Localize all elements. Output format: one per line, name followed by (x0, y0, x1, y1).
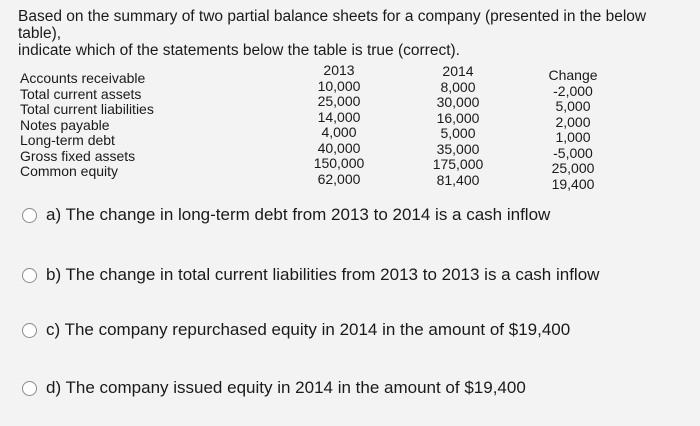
column-header-2013: 2013 (323, 62, 355, 78)
row-label-total-current-assets: Total current assets (20, 85, 142, 102)
cell-change-total-current-liabilities: 2,000 (555, 113, 591, 130)
cell-change-total-current-assets: 5,000 (555, 98, 591, 114)
question-text (18, 8, 688, 59)
cell-2014-notes-payable: 5,000 (440, 125, 476, 141)
option-d[interactable] (22, 378, 526, 398)
cell-2013-total-current-assets: 25,000 (317, 93, 361, 109)
row-labels (20, 71, 154, 180)
row-label-gross-fixed-assets: Gross fixed assets (20, 147, 136, 164)
option-d-label: d) The company issued equity in 2014 in the amount of $19,400 (46, 378, 526, 397)
cell-change-common-equity: 19,400 (551, 175, 595, 192)
option-b[interactable] (22, 265, 599, 285)
row-label-common-equity: Common equity (20, 163, 119, 179)
cell-change-notes-payable: 1,000 (555, 129, 591, 145)
cell-2013-accounts-receivable: 10,000 (317, 77, 361, 94)
cell-change-long-term-debt: -5,000 (553, 144, 593, 161)
radio-b[interactable] (22, 268, 37, 283)
option-c-label: c) The company repurchased equity in 2014 in the amount of $19,400 (46, 320, 571, 339)
cell-change-gross-fixed-assets: 25,000 (551, 160, 595, 176)
column-header-change: Change (548, 67, 598, 83)
row-label-accounts-receivable: Accounts receivable (20, 70, 146, 86)
cell-2013-common-equity: 62,000 (317, 170, 361, 187)
cell-change-accounts-receivable: -2,000 (553, 82, 593, 99)
column-2013 (294, 63, 384, 187)
question-line-1: Based on the summary of two partial balance sheets for a company (presented in the below table), (18, 8, 647, 42)
option-a-label: a) The change in long-term debt from 2013 to 2014 is a cash inflow (46, 205, 551, 224)
cell-2014-total-current-liabilities: 16,000 (436, 109, 480, 126)
option-a[interactable] (22, 205, 550, 225)
radio-c[interactable] (22, 323, 37, 338)
column-2014 (410, 64, 506, 188)
question-line-2: indicate which of the statements below the table is true (correct). (18, 42, 460, 59)
column-change (528, 68, 618, 192)
cell-2014-common-equity: 81,400 (436, 171, 480, 188)
cell-2014-gross-fixed-assets: 175,000 (432, 156, 484, 172)
option-c[interactable] (22, 320, 570, 340)
radio-d[interactable] (22, 381, 37, 396)
cell-2014-total-current-assets: 30,000 (436, 94, 480, 110)
option-b-label: b) The change in total current liabilities from 2013 to 2013 is a cash inflow (46, 265, 600, 284)
cell-2013-long-term-debt: 40,000 (317, 139, 361, 156)
row-label-total-current-liabilities: Total current liabilities (20, 101, 154, 117)
row-label-long-term-debt: Long-term debt (20, 132, 115, 148)
cell-2014-accounts-receivable: 8,000 (440, 78, 476, 95)
cell-2013-gross-fixed-assets: 150,000 (313, 155, 365, 171)
row-label-notes-payable: Notes payable (20, 116, 110, 133)
cell-2013-notes-payable: 4,000 (321, 124, 357, 140)
column-header-2014: 2014 (442, 63, 474, 79)
cell-2014-long-term-debt: 35,000 (436, 140, 480, 157)
radio-a[interactable] (22, 208, 37, 223)
cell-2013-total-current-liabilities: 14,000 (317, 108, 361, 125)
